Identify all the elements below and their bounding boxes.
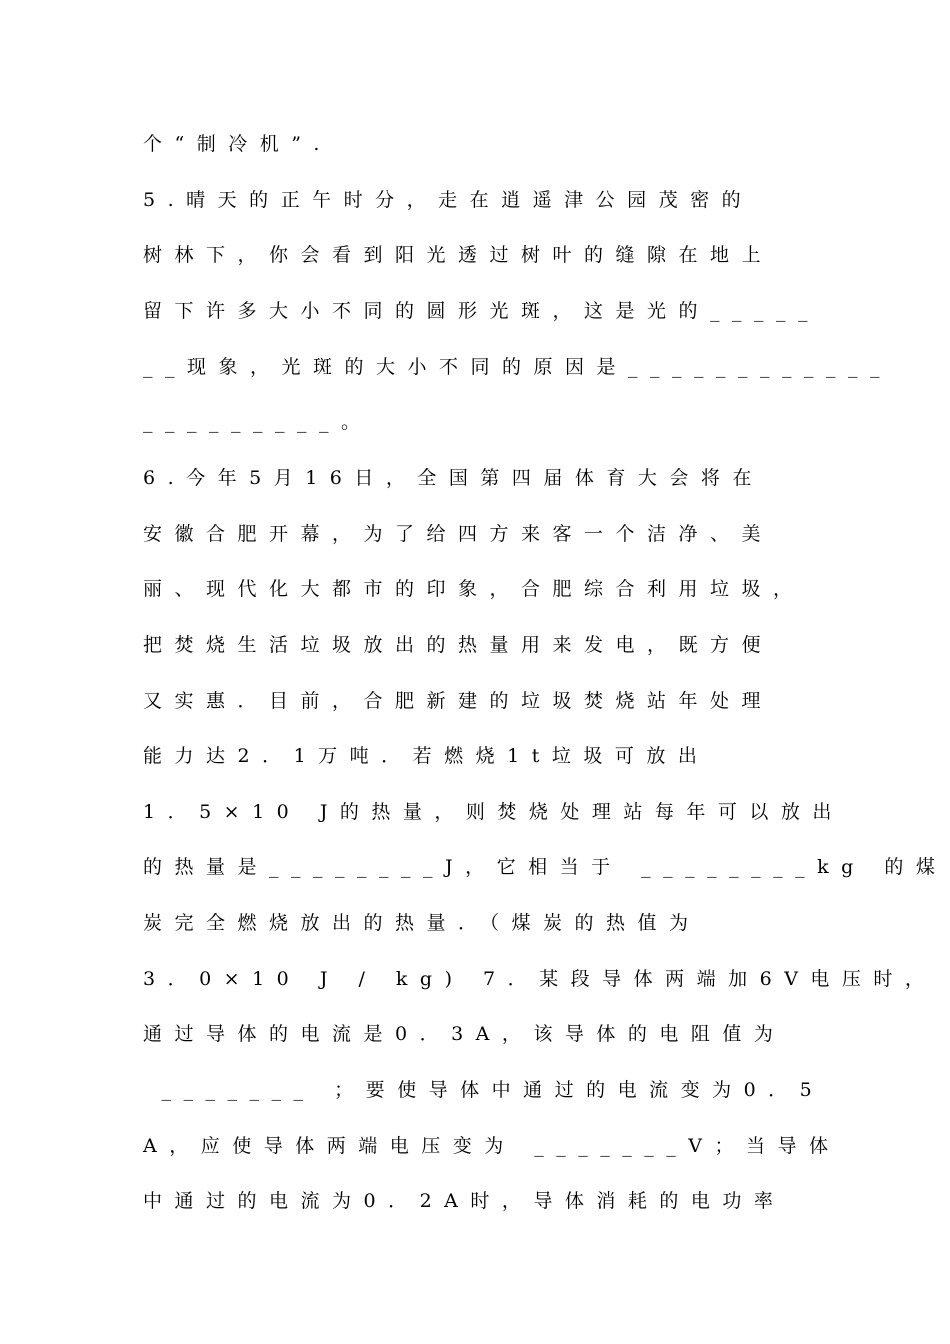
text-line: 的热量是________J，它相当于 ________kg 的煤 xyxy=(143,856,948,878)
text-line: __现象，光斑的大小不同的原因是____________ xyxy=(143,356,893,378)
text-line: 又实惠．目前，合肥新建的垃圾焚烧站年处理 xyxy=(143,690,774,712)
text-line: 能力达2．1万吨．若燃烧1t垃圾可放出 xyxy=(143,745,710,767)
text-line: 中通过的电流为0．2A时，导体消耗的电功率 xyxy=(143,1190,786,1212)
text-line: 1．5×10 J的热量，则焚烧处理站每年可以放出 xyxy=(143,801,844,823)
text-line: _______ ；要使导体中通过的电流变为0．5 xyxy=(143,1079,825,1101)
text-line: 5.晴天的正午时分，走在逍遥津公园茂密的 xyxy=(143,189,754,211)
text-line: 留下许多大小不同的圆形光斑，这是光的_____ xyxy=(143,300,821,322)
text-line: 6.今年5月16日，全国第四届体育大会将在 xyxy=(143,467,764,489)
text-line: 树林下，你会看到阳光透过树叶的缝隙在地上 xyxy=(143,244,774,266)
text-line: 丽、现代化大都市的印象，合肥综合利用垃圾， xyxy=(143,578,805,600)
text-line: 3．0×10 J / kg) 7．某段导体两端加6V电压时， xyxy=(143,968,937,990)
text-line: 个“制冷机”. xyxy=(143,133,332,155)
text-line: 炭完全燃烧放出的热量．（煤炭的热值为 xyxy=(143,912,701,934)
text-line: 通过导体的电流是0．3A，该导体的电阻值为 xyxy=(143,1023,786,1045)
text-line: 把焚烧生活垃圾放出的热量用来发电，既方便 xyxy=(143,634,774,656)
text-line: 安徽合肥开幕，为了给四方来客一个洁净、美 xyxy=(143,523,774,545)
text-line: _________。 xyxy=(143,411,373,433)
text-line: A，应使导体两端电压变为 _______V；当导体 xyxy=(143,1135,841,1157)
